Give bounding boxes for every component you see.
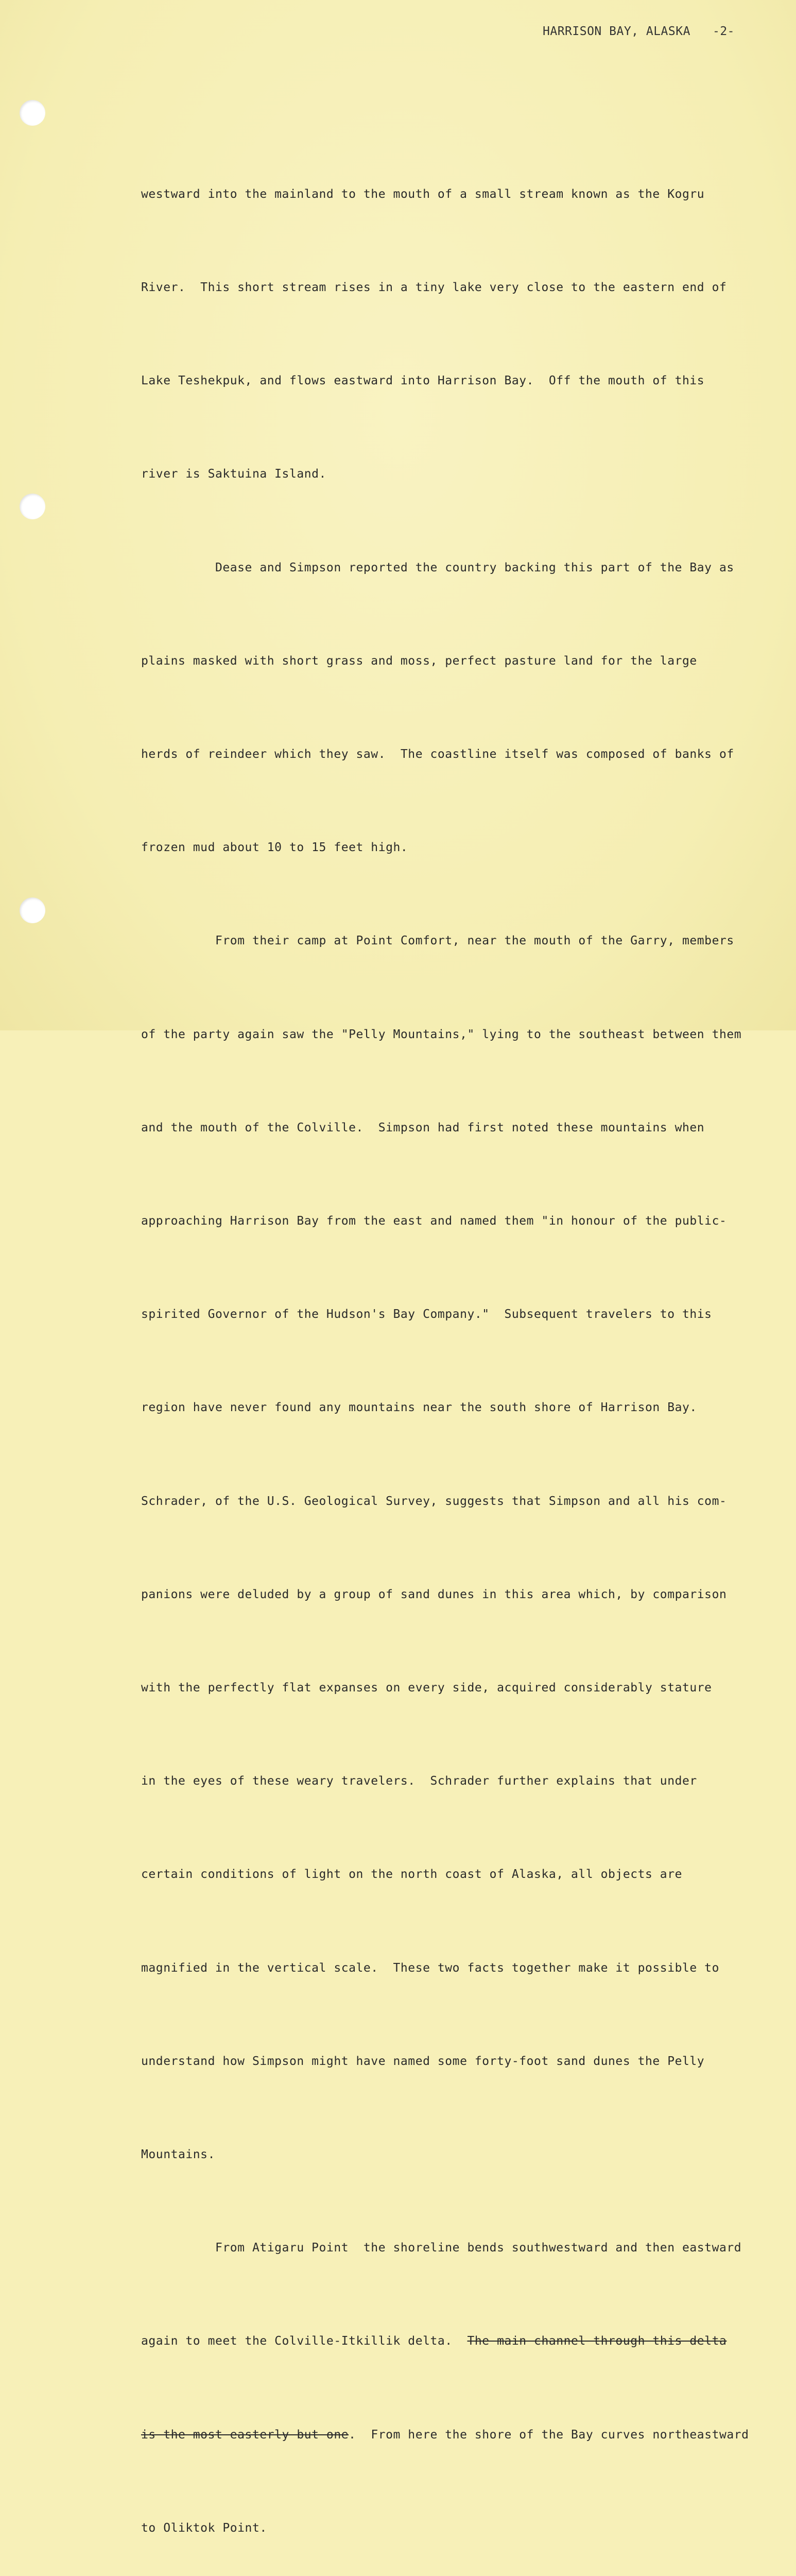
text-line: plains masked with short grass and moss, perfect pasture land for the large — [141, 654, 697, 668]
text-segment: . From here the shore of the Bay curves northeastward — [349, 2428, 749, 2442]
text-line-with-strike — [141, 2326, 790, 2357]
text-line: and the mouth of the Colville. Simpson had first noted these mountains when — [141, 1121, 705, 1134]
binder-hole-middle — [20, 494, 45, 519]
text-line: understand how Simpson might have named some forty-foot sand dunes the Pelly — [141, 2054, 705, 2068]
binder-hole-bottom — [20, 897, 45, 923]
text-line: in the eyes of these weary travelers. Schrader further explains that under — [141, 1774, 697, 1788]
text-line: frozen mud about 10 to 15 feet high. — [141, 841, 408, 855]
text-line: westward into the mainland to the mouth of a small stream known as the Kogru — [141, 187, 705, 201]
struck-text: is the most easterly but one — [141, 2428, 349, 2442]
text-line: River. This short stream rises in a tiny lake very close to the eastern end of — [141, 281, 727, 295]
page-header: HARRISON BAY, ALASKA -2- — [543, 25, 735, 38]
text-line: with the perfectly flat expanses on every side, acquired considerably stature — [141, 1681, 712, 1695]
text-line: region have never found any mountains near the south shore of Harrison Bay. — [141, 1401, 697, 1415]
text-line: to Oliktok Point. — [141, 2521, 267, 2535]
text-line: magnified in the vertical scale. These two facts together make it possible to — [141, 1961, 719, 1975]
text-line: of the party again saw the "Pelly Mountains," lying to the southeast between them — [141, 1027, 742, 1041]
text-line: Schrader, of the U.S. Geological Survey, suggests that Simpson and all his com- — [141, 1494, 727, 1508]
struck-text: The main channel through this delta — [467, 2334, 727, 2348]
text-line: herds of reindeer which they saw. The coastline itself was composed of banks of — [141, 748, 734, 761]
text-line: approaching Harrison Bay from the east and named them "in honour of the public- — [141, 1214, 727, 1228]
text-line-with-strike — [141, 2419, 790, 2450]
text-line: Mountains. — [141, 2148, 215, 2162]
text-line: From Atigaru Point the shoreline bends southwestward and then eastward — [141, 2241, 742, 2255]
text-line: Dease and Simpson reported the country backing this part of the Bay as — [141, 561, 734, 574]
text-line: certain conditions of light on the north coast of Alaska, all objects are — [141, 1868, 682, 1882]
text-line: panions were deluded by a group of sand dunes in this area which, by comparison — [141, 1587, 727, 1601]
text-line: river is Saktuina Island. — [141, 467, 326, 481]
text-line: From their camp at Point Comfort, near the mouth of the Garry, members — [141, 934, 734, 948]
text-line: Lake Teshekpuk, and flows eastward into Harrison Bay. Off the mouth of this — [141, 374, 705, 388]
binder-hole-top — [20, 100, 45, 126]
text-segment: again to meet the Colville-Itkillik delta. — [141, 2334, 468, 2348]
text-line: spirited Governor of the Hudson's Bay Company." Subsequent travelers to this — [141, 1308, 712, 1321]
body-text — [141, 116, 790, 2576]
